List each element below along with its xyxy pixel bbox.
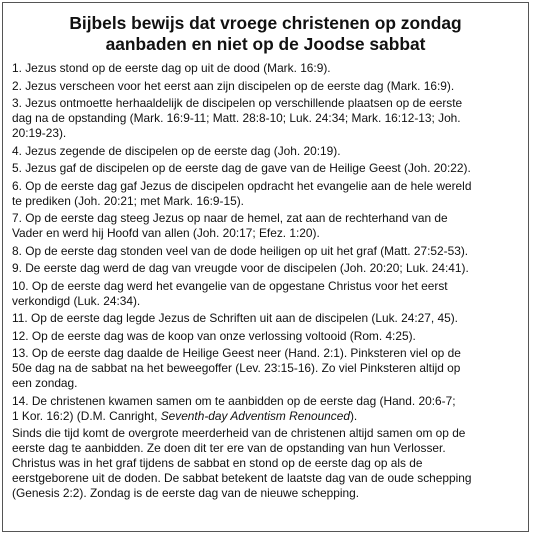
- item-line: Vader en werd hij Hoofd van allen (Joh. 20:17; Efez. 1:20).: [12, 226, 320, 240]
- item-line: 6. Op de eerste dag gaf Jezus de discipelen opdracht het evangelie aan de hele wereld: [12, 178, 472, 193]
- evidence-list: [12, 61, 522, 424]
- closing-line: eerste dag te aanbidden. Ze doen dit ter ere van de opstanding van hun Verlosser.: [12, 441, 446, 455]
- item-line: 8. Op de eerste dag stonden veel van de dode heiligen op uit het graf (Matt. 27:52-53).: [12, 243, 469, 258]
- citation-suffix: ).: [349, 408, 358, 423]
- citation-prefix: 1 Kor. 16:2) (D.M. Canright,: [12, 408, 161, 423]
- document-title: [11, 13, 520, 55]
- list-item: [12, 96, 522, 141]
- closing-line: Sinds die tijd komt de overgrote meerderheid van de christenen altijd samen om op de: [12, 426, 466, 440]
- item-line: 2. Jezus verscheen voor het eerst aan zijn discipelen op de eerste dag (Mark. 16:9).: [12, 78, 455, 93]
- item-line: een zondag.: [12, 376, 78, 390]
- item-line: verkondigd (Luk. 24:34).: [12, 293, 141, 308]
- list-item: [12, 79, 522, 94]
- list-item: [12, 61, 522, 76]
- item-line: 14. De christenen kwamen samen om te aanbidden op de eerste dag (Hand. 20:6-7;: [12, 393, 456, 408]
- item-line: 9. De eerste dag werd de dag van vreugde voor de discipelen (Joh. 20:20; Luk. 24:41).: [12, 261, 469, 275]
- title-line-1: Bijbels bewijs dat vroege christenen op zondag: [69, 13, 462, 33]
- closing-paragraph: [12, 426, 522, 501]
- item-line: 13. Op de eerste dag daalde de Heilige Geest neer (Hand. 2:1). Pinksteren viel op de: [12, 346, 461, 360]
- item-line: 7. Op de eerste dag steeg Jezus op naar de hemel, zat aan de rechterhand van de: [12, 211, 448, 225]
- item-line: 10. Op de eerste dag werd het evangelie van de opgestane Christus voor het eerst: [12, 278, 448, 293]
- item-line: 12. Op de eerste dag was de koop van onze verlossing voltooid (Rom. 4:25).: [12, 328, 416, 343]
- item-line: dag na de opstanding (Mark. 16:9-11; Matt. 28:8-10; Luk. 24:34; Mark. 16:12-13; Joh.: [12, 111, 461, 125]
- list-item: [12, 394, 522, 424]
- item-line-with-citation: [12, 409, 522, 424]
- document-frame: [2, 2, 529, 532]
- list-item: [12, 179, 522, 209]
- item-line: 3. Jezus ontmoette herhaaldelijk de discipelen op verschillende plaatsen op de eerste: [12, 96, 463, 110]
- item-line: 50e dag na de sabbat na het beweegoffer (Lev. 23:15-16). Zo viel Pinksteren altijd op: [12, 361, 461, 375]
- list-item: [12, 261, 522, 276]
- book-title: Seventh-day Adventism Renounced: [160, 408, 350, 423]
- item-line: 20:19-23).: [12, 126, 67, 140]
- list-item: [12, 161, 522, 176]
- closing-line: (Genesis 2:2). Zondag is de eerste dag van de nieuwe schepping.: [12, 486, 360, 500]
- list-item: [12, 329, 522, 344]
- item-line: 1. Jezus stond op de eerste dag op uit de dood (Mark. 16:9).: [12, 61, 331, 75]
- item-line: 4. Jezus zegende de discipelen op de eerste dag (Joh. 20:19).: [12, 143, 341, 158]
- list-item: [12, 279, 522, 309]
- closing-line: eerstgeborene uit de doden. De sabbat betekent de laatste dag van de oude schepping: [12, 471, 472, 485]
- closing-line: Christus was in het graf tijdens de sabbat en stond op de eerste dag op als de: [12, 456, 423, 470]
- item-line: 11. Op de eerste dag legde Jezus de Schriften uit aan de discipelen (Luk. 24:27, 45).: [12, 311, 458, 325]
- list-item: [12, 311, 522, 326]
- title-line-2: aanbaden en niet op de Joodse sabbat: [105, 34, 426, 54]
- item-line: te prediken (Joh. 20:21; met Mark. 16:9-15).: [12, 193, 244, 208]
- list-item: [12, 211, 522, 241]
- list-item: [12, 144, 522, 159]
- list-item: [12, 244, 522, 259]
- list-item: [12, 346, 522, 391]
- item-line: 5. Jezus gaf de discipelen op de eerste dag de gave van de Heilige Geest (Joh. 20:22).: [12, 161, 471, 175]
